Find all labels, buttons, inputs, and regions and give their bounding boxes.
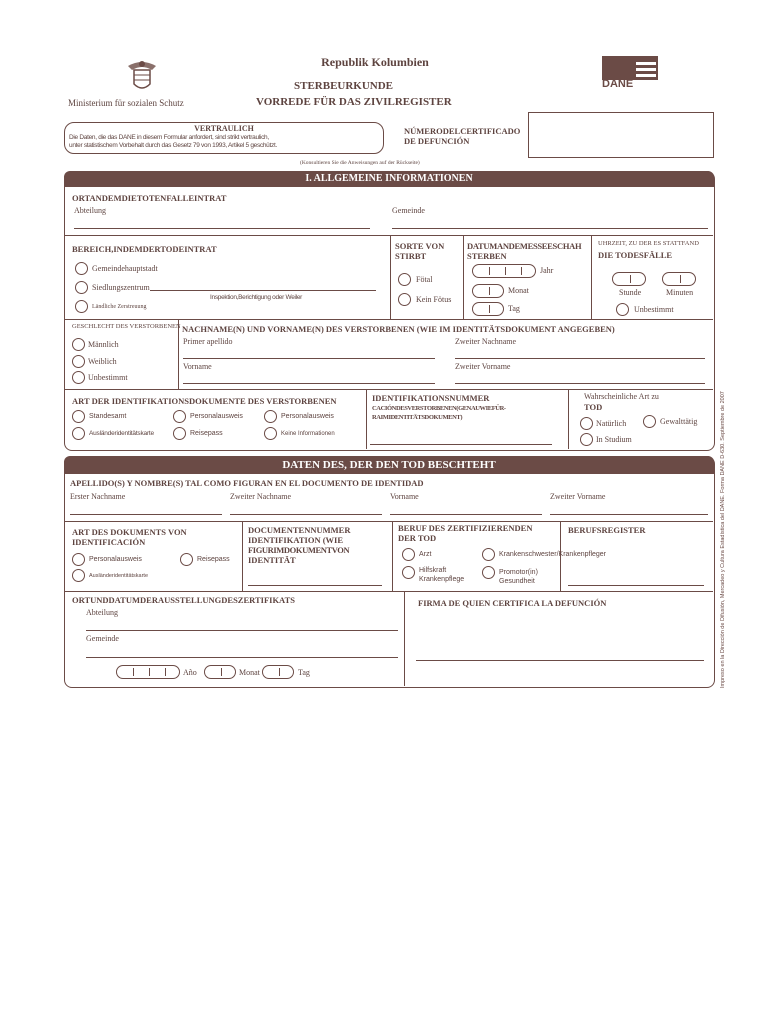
id-number-label-3: RAIMIDENTITÄTSDOKUMENT) bbox=[372, 414, 463, 421]
cert-number-label-1: NÚMERODELCERTIFICADO bbox=[404, 126, 521, 136]
id-number-label-1: IDENTIFIKATIONSNUMMER bbox=[372, 393, 490, 403]
date-unit-label: Jahr bbox=[540, 266, 554, 275]
certifier-job-label-1: BERUF DES ZERTIFIZIERENDEN bbox=[398, 523, 533, 533]
first-name-label: Vorname bbox=[183, 362, 212, 371]
id-doc-option: Personalausweis bbox=[190, 413, 243, 420]
id-doc-radio-idcard[interactable] bbox=[173, 410, 186, 423]
first-surname-input[interactable] bbox=[183, 358, 435, 359]
death-type-option: Fötal bbox=[416, 275, 433, 284]
sex-radio-female[interactable] bbox=[72, 355, 85, 368]
death-year-field[interactable] bbox=[472, 264, 536, 278]
cert-date-unit: Monat bbox=[239, 668, 260, 677]
sex-label: GESCHLECHT DES VERSTORBENEN bbox=[72, 323, 181, 330]
sex-option-label: Weiblich bbox=[88, 357, 117, 366]
area-option-label: Gemeindehauptstadt bbox=[92, 264, 158, 273]
certifier-name-field-label: Vorname bbox=[390, 492, 419, 501]
certifier-name-1-input[interactable] bbox=[390, 514, 542, 515]
id-doc-option: Standesamt bbox=[89, 413, 127, 420]
manner-label-1: Wahrscheinliche Art zu bbox=[584, 392, 659, 401]
manner-label-2: TOD bbox=[584, 402, 603, 412]
certifier-doc-radio-idcard[interactable] bbox=[72, 553, 85, 566]
certifier-name-field-label: Erster Nachname bbox=[70, 492, 126, 501]
certifier-docnum-label-3: FIGURIMDOKUMENTVON bbox=[248, 545, 350, 555]
cert-year-field[interactable] bbox=[116, 665, 180, 679]
job-option: Krankenschwester/Krankenpfleger bbox=[499, 551, 607, 558]
job-option: Gesundheit bbox=[499, 578, 535, 585]
divider bbox=[366, 389, 367, 449]
cert-day-field[interactable] bbox=[262, 665, 294, 679]
divider bbox=[242, 521, 243, 591]
area-radio-rural[interactable] bbox=[75, 300, 88, 313]
death-type-option: Kein Fötus bbox=[416, 295, 452, 304]
divider bbox=[392, 521, 393, 591]
date-unit-label: Tag bbox=[508, 304, 520, 313]
certifier-doc-option: Ausländeridentitätskarte bbox=[89, 573, 149, 579]
job-option: Arzt bbox=[419, 551, 432, 558]
professional-register-label: BERUFSREGISTER bbox=[568, 525, 646, 535]
certifier-name-field-label: Zweiter Vorname bbox=[550, 492, 606, 501]
id-doc-option: Personalausweis bbox=[281, 413, 334, 420]
professional-register-input[interactable] bbox=[568, 585, 704, 586]
job-radio-nurse[interactable] bbox=[482, 548, 495, 561]
divider bbox=[65, 319, 713, 320]
instructions-note: (Konsultieren Sie die Anweisungen auf der Rückseite) bbox=[300, 160, 420, 166]
death-date-label-2: STERBEN bbox=[467, 251, 507, 261]
death-place-label: ORTANDEMDIETOTENFALLEINTRAT bbox=[72, 193, 227, 203]
id-number-label-2: CACIÓNDESVERSTORBENEN(GENAUWIEFÜR- bbox=[372, 405, 506, 412]
area-label: BEREICH,INDEMDERTODEINTRAT bbox=[72, 244, 217, 254]
dane-logo bbox=[600, 56, 660, 92]
divider bbox=[463, 235, 464, 319]
signature-input[interactable] bbox=[416, 660, 704, 661]
death-time-label-1: UHRZEIT, ZU DER ES STATTFAND bbox=[598, 240, 699, 247]
second-name-label: Zweiter Vorname bbox=[455, 362, 511, 371]
divider bbox=[390, 235, 391, 319]
first-surname-label: Primer apellido bbox=[183, 337, 233, 346]
certifier-doc-option: Personalausweis bbox=[89, 556, 142, 563]
divider bbox=[591, 235, 592, 319]
cert-place-date-label: ORTUNDDATUMDERAUSSTELLUNGDESZERTIFIKATS bbox=[72, 595, 295, 605]
cert-department-input[interactable] bbox=[86, 630, 398, 631]
second-surname-input[interactable] bbox=[455, 358, 705, 359]
death-day-field[interactable] bbox=[472, 302, 504, 316]
second-name-input[interactable] bbox=[455, 383, 705, 384]
certifier-doc-label-1: ART DES DOKUMENTS VON bbox=[72, 527, 187, 537]
municipality-input[interactable] bbox=[392, 228, 708, 229]
divider bbox=[65, 235, 713, 236]
certifier-name-2-input[interactable] bbox=[550, 514, 708, 515]
time-unit-label: Minuten bbox=[666, 288, 694, 297]
confidential-line-1: Die Daten, die das DANE in diesem Formular anfordert, sind strikt vertraulich, bbox=[69, 134, 269, 141]
sex-radio-unknown[interactable] bbox=[72, 371, 85, 384]
manner-option: In Studium bbox=[596, 435, 632, 444]
death-hour-field[interactable] bbox=[612, 272, 646, 286]
dane-logo-text: DANE bbox=[602, 78, 634, 90]
death-month-field[interactable] bbox=[472, 284, 504, 298]
certifier-docnum-label-4: IDENTITÄT bbox=[248, 555, 296, 565]
job-radio-aux[interactable] bbox=[402, 566, 415, 579]
id-doc-option: Keine Informationen bbox=[281, 431, 335, 437]
id-doc-radio-foreign[interactable] bbox=[72, 427, 85, 440]
certifier-docnum-input[interactable] bbox=[248, 585, 382, 586]
confidential-line-2: unter statistischem Vorbehalt durch das Gesetz 79 von 1993, Artikel 5 geschützt. bbox=[69, 142, 277, 149]
divider bbox=[65, 389, 713, 390]
area-option-label: Siedlungszentrum bbox=[92, 283, 150, 292]
cert-municipality-label: Gemeinde bbox=[86, 634, 119, 643]
death-minute-field[interactable] bbox=[662, 272, 696, 286]
manner-radio-study[interactable] bbox=[580, 433, 593, 446]
deceased-names-label: NACHNAME(N) UND VORNAME(N) DES VERSTORBENEN (WIE IM IDENTITÄTSDOKUMENT ANGEGEBEN) bbox=[182, 324, 615, 334]
id-number-input[interactable] bbox=[370, 444, 552, 445]
death-time-label-2: DIE TODESFÄLLE bbox=[598, 250, 673, 260]
certifier-doc-radio-passport[interactable] bbox=[180, 553, 193, 566]
area-radio-settlement[interactable] bbox=[75, 281, 88, 294]
certifier-job-label-2: DER TOD bbox=[398, 533, 437, 543]
cert-department-label: Abteilung bbox=[86, 608, 118, 617]
certifier-docnum-label-1: DOCUMENTENNUMMER bbox=[248, 525, 351, 535]
form-title-2: VORREDE FÜR DAS ZIVILREGISTER bbox=[256, 96, 452, 108]
coat-of-arms-icon bbox=[122, 56, 162, 96]
death-date-label-1: DATUMANDEMESSEESCHAH bbox=[467, 241, 582, 251]
certifier-doc-radio-foreign[interactable] bbox=[72, 569, 85, 582]
certifier-name-field-label: Zweiter Nachname bbox=[230, 492, 292, 501]
job-option: Promotor(in) bbox=[499, 569, 538, 576]
confidential-box bbox=[64, 122, 384, 154]
death-type-label-1: SORTE VON bbox=[395, 241, 445, 251]
cert-month-field[interactable] bbox=[204, 665, 236, 679]
signature-label: FIRMA DE QUIEN CERTIFICA LA DEFUNCIÓN bbox=[418, 598, 607, 608]
manner-radio-violent[interactable] bbox=[643, 415, 656, 428]
cert-number-field[interactable] bbox=[528, 112, 714, 158]
sex-radio-male[interactable] bbox=[72, 338, 85, 351]
death-type-radio-nonfetal[interactable] bbox=[398, 293, 411, 306]
print-side-note: Impreso en la Dirección de Difusión, Mercadeo y Cultura Estadística del DANE. Forma DANE D-630. Septiembre de 2007 bbox=[720, 391, 726, 688]
date-unit-label: Monat bbox=[508, 286, 529, 295]
republic-title: Republik Kolumbien bbox=[321, 55, 429, 69]
time-unknown-label: Unbestimmt bbox=[634, 305, 674, 314]
id-doc-option: Reisepass bbox=[190, 430, 223, 437]
department-label: Abteilung bbox=[74, 206, 106, 215]
certifier-surname-1-input[interactable] bbox=[70, 514, 222, 515]
section-general-title: I. ALLGEMEINE INFORMATIONEN bbox=[64, 171, 714, 187]
death-type-radio-fetal[interactable] bbox=[398, 273, 411, 286]
id-doc-radio-registry[interactable] bbox=[72, 410, 85, 423]
area-option-label: Ländliche Zerstreuung bbox=[92, 304, 147, 310]
divider bbox=[65, 521, 713, 522]
manner-option: Gewalttätig bbox=[660, 417, 698, 426]
id-doc-radio-idcard-2[interactable] bbox=[264, 410, 277, 423]
time-unit-label: Stunde bbox=[619, 288, 642, 297]
sex-option-label: Unbestimmt bbox=[88, 373, 128, 382]
settlement-input[interactable] bbox=[150, 290, 376, 291]
divider bbox=[65, 591, 713, 592]
certifier-docnum-label-2: IDENTIFIKATION (WIE bbox=[248, 535, 344, 545]
certifier-names-label: APELLIDO(S) Y NOMBRE(S) TAL COMO FIGURAN EN EL DOCUMENTO DE IDENTIDAD bbox=[70, 478, 424, 488]
divider bbox=[568, 389, 569, 449]
cert-number-label-2: DE DEFUNCIÓN bbox=[404, 136, 470, 146]
id-doc-radio-passport[interactable] bbox=[173, 427, 186, 440]
cert-date-unit: Año bbox=[183, 668, 197, 677]
manner-radio-natural[interactable] bbox=[580, 417, 593, 430]
first-name-input[interactable] bbox=[183, 383, 435, 384]
sex-option-label: Männlich bbox=[88, 340, 119, 349]
settlement-hint: Inspektion,Berichtigung oder Weiler bbox=[210, 294, 302, 301]
manner-option: Natürlich bbox=[596, 419, 627, 428]
id-doc-type-label: ART DER IDENTIFIKATIONSDOKUMENTE DES VERSTORBENEN bbox=[72, 396, 337, 406]
cert-municipality-input[interactable] bbox=[86, 657, 398, 658]
ministry-name: Ministerium für sozialen Schutz bbox=[68, 98, 184, 108]
certifier-doc-label-2: IDENTIFICACIÓN bbox=[72, 537, 146, 547]
id-doc-radio-none[interactable] bbox=[264, 427, 277, 440]
area-radio-capital[interactable] bbox=[75, 262, 88, 275]
divider bbox=[404, 591, 405, 686]
id-doc-option: Ausländeridentitätskarte bbox=[89, 430, 154, 437]
section-certifier-title: DATEN DES, DER DEN TOD BESCHTEHT bbox=[64, 456, 714, 474]
certifier-surname-2-input[interactable] bbox=[230, 514, 382, 515]
death-type-label-2: STIRBT bbox=[395, 251, 427, 261]
municipality-label: Gemeinde bbox=[392, 206, 425, 215]
second-surname-label: Zweiter Nachname bbox=[455, 337, 517, 346]
department-input[interactable] bbox=[74, 228, 370, 229]
job-radio-promoter[interactable] bbox=[482, 566, 495, 579]
time-unknown-radio[interactable] bbox=[616, 303, 629, 316]
confidential-title: VERTRAULICH bbox=[194, 124, 254, 133]
job-radio-doctor[interactable] bbox=[402, 548, 415, 561]
cert-date-unit: Tag bbox=[298, 668, 310, 677]
job-option: Hilfskraft bbox=[419, 567, 447, 574]
certifier-doc-option: Reisepass bbox=[197, 556, 230, 563]
section-certifier bbox=[64, 456, 715, 688]
job-option: Krankenpflege bbox=[419, 576, 465, 583]
form-title-1: STERBEURKUNDE bbox=[294, 80, 394, 92]
